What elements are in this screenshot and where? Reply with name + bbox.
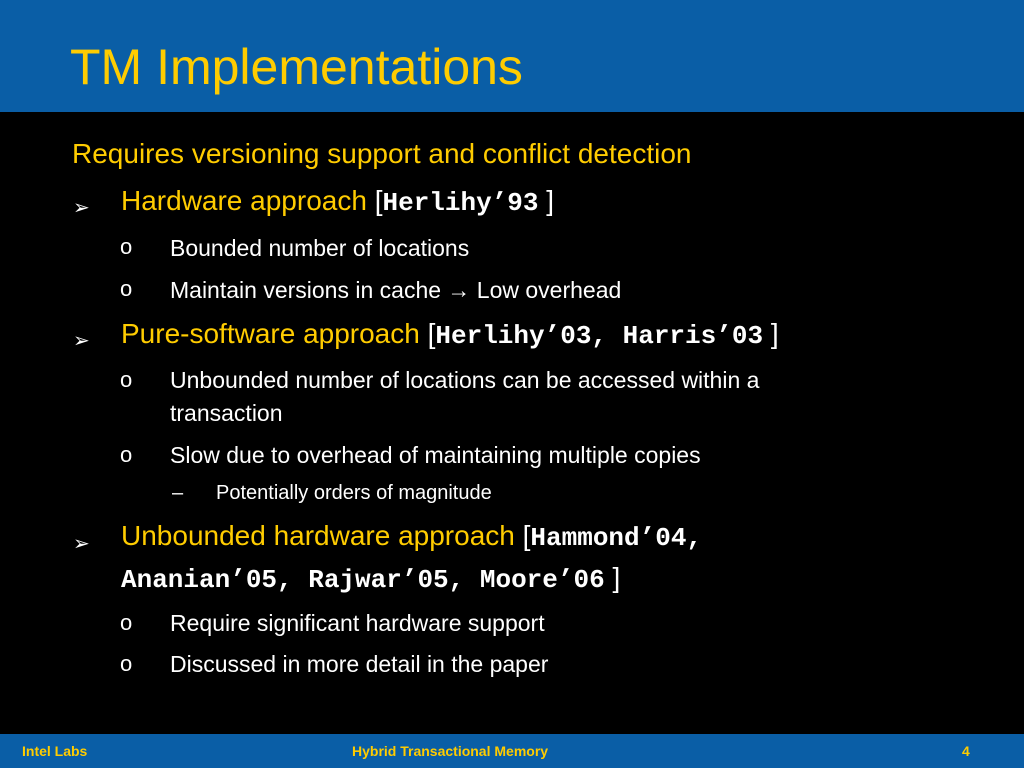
list-item-continuation: transaction <box>170 400 283 426</box>
list-item: Maintain versions in cache → Low overhead <box>170 277 622 303</box>
section-heading <box>121 318 779 351</box>
citation: Herlihy’03, Harris’03 <box>435 321 764 351</box>
section-heading <box>121 520 702 553</box>
citation-open: [ <box>522 520 531 551</box>
section-heading-text: Unbounded hardware approach <box>121 520 515 551</box>
circle-bullet-icon: o <box>120 442 133 467</box>
title-bar <box>0 0 1024 112</box>
page-number: 4 <box>962 743 970 759</box>
circle-bullet-icon: o <box>120 367 133 392</box>
footer-org: Intel Labs <box>22 743 88 759</box>
circle-bullet-icon: o <box>120 276 133 301</box>
slide-title: TM Implementations <box>70 39 523 95</box>
sub-list-item: Potentially orders of magnitude <box>216 482 492 504</box>
arrow-bullet-icon: ➢ <box>73 330 90 352</box>
footer-bar <box>0 734 1024 768</box>
citation-open: [ <box>427 318 436 349</box>
footer-title: Hybrid Transactional Memory <box>352 743 549 759</box>
arrow-bullet-icon: ➢ <box>73 533 90 555</box>
citation-close: ] <box>546 185 555 216</box>
list-item: Slow due to overhead of maintaining multiple copies <box>170 442 701 468</box>
intro-text: Requires versioning support and conflict detection <box>72 138 692 169</box>
circle-bullet-icon: o <box>120 234 133 259</box>
circle-bullet-icon: o <box>120 651 133 676</box>
citation-close: ] <box>612 562 621 593</box>
citation: Herlihy’93 <box>382 188 539 218</box>
list-item: Bounded number of locations <box>170 235 470 261</box>
section-heading-text: Pure-software approach <box>121 318 420 349</box>
list-item: Discussed in more detail in the paper <box>170 651 549 677</box>
list-item: Unbounded number of locations can be accessed within a <box>170 367 760 393</box>
dash-bullet-icon: – <box>172 482 184 504</box>
section-heading-continuation <box>121 562 620 595</box>
section-heading <box>121 185 554 218</box>
circle-bullet-icon: o <box>120 610 133 635</box>
arrow-bullet-icon: ➢ <box>73 197 90 219</box>
citation-close: ] <box>770 318 779 349</box>
section-heading-text: Hardware approach <box>121 185 367 216</box>
citation: Hammond’04, <box>530 523 703 553</box>
citation: Ananian’05, Rajwar’05, Moore’06 <box>121 565 605 595</box>
list-item: Require significant hardware support <box>170 610 545 636</box>
citation-open: [ <box>374 185 383 216</box>
